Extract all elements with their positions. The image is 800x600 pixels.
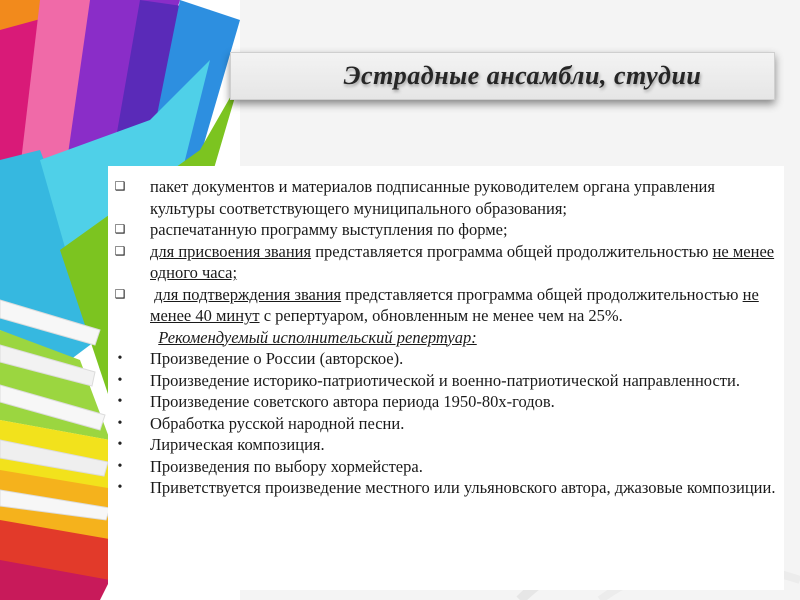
rank-confirm-duration: не менее 40 минут [150,284,759,325]
repertoire-item: Лирическая композиция. [150,435,325,454]
square-bullet-icon: ❑ [114,222,126,236]
rank-assign-text: представляется программа общей продолжительностью [311,241,713,261]
list-item [108,241,776,284]
repertoire-item: Произведение советского автора периода 1950-80х-годов. [150,392,555,411]
rank-confirm-prefix: для подтверждения звания [154,284,342,304]
dot-bullet-icon: • [117,415,123,431]
list-item [108,434,776,456]
rank-confirm-end: с репертуаром, обновленным не менее чем на 25%. [259,306,623,325]
rank-confirm-text: представляется программа общей продолжительностью [341,284,743,304]
repertoire-item: Произведение историко-патриотической и военно-патриотической направленности. [150,370,740,390]
list-item [108,391,776,413]
list-item [108,348,776,370]
dot-bullet-icon: • [117,458,123,474]
dot-bullet-icon: • [117,437,123,452]
list-item [108,456,776,478]
dot-bullet-icon: • [117,394,123,409]
list-item [108,219,776,241]
list-item [108,284,776,327]
requirements-list [108,176,776,499]
repertoire-heading: Рекомендуемый исполнительский репертуар: [158,327,477,347]
repertoire-item: Приветствуется произведение местного или ульяновского автора, джазовые композиции. [150,478,776,497]
rank-assign-prefix: для присвоения звания [150,241,312,261]
list-item [108,176,776,219]
repertoire-item: Обработка русской народной песни. [150,413,405,433]
list-item [108,370,776,392]
repertoire-item: Произведения по выбору хормейстера. [150,456,423,476]
square-bullet-icon: ❑ [114,286,126,301]
dot-bullet-icon: • [117,351,123,366]
list-item [108,477,776,499]
title-banner [230,52,775,100]
content-panel [108,166,784,590]
square-bullet-icon: ❑ [114,179,126,193]
requirement-text: распечатанную программу выступления по форме; [150,220,508,239]
repertoire-item: Произведение о России (авторское). [150,349,404,368]
list-item [108,413,776,435]
dot-bullet-icon: • [117,372,123,388]
dot-bullet-icon: • [117,480,123,495]
requirement-text: пакет документов и материалов подписанные руководителем органа управления культуры соответствующего муниципального образования; [150,177,715,218]
page-title: Эстрадные ансамбли, студии [343,61,702,90]
repertoire-heading-item [108,327,776,349]
square-bullet-icon: ❑ [114,243,126,258]
rank-assign-duration: не менее одного часа; [150,241,775,282]
